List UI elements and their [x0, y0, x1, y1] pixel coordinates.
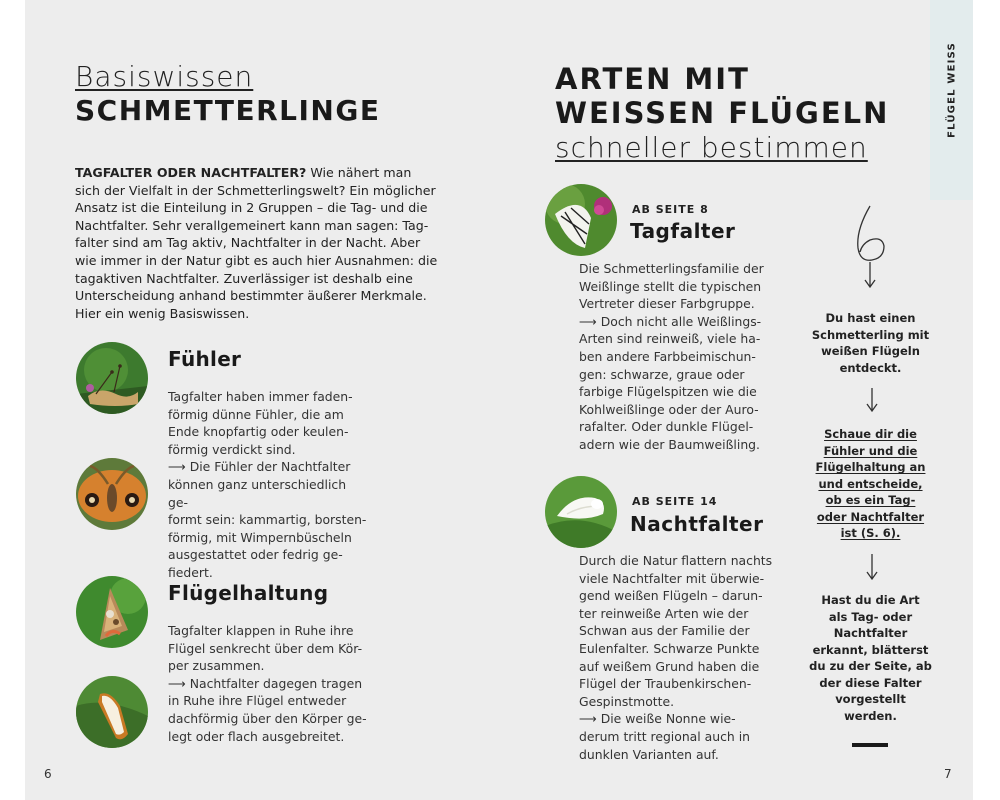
section-title-fuehler: Fühler — [168, 347, 242, 371]
step-line: Fühler und die — [823, 443, 918, 458]
text-line: Eulenfalter. Schwarze Punkte — [579, 640, 760, 656]
intro-line: wie immer in der Natur gibt es auch hier Ausnahmen: die — [75, 252, 438, 268]
step-3 — [808, 592, 933, 724]
text-line: dachförmig über den Körper ge- — [168, 710, 367, 726]
intro-line: falter sind am Tag aktiv, Nachtfalter in der Nacht. Aber — [75, 235, 421, 251]
step-line: entdeckt. — [839, 360, 902, 375]
photo-antenna-nachtfalter — [76, 458, 148, 530]
text-line: ⟶ Nachtfalter dagegen tragen — [168, 675, 363, 691]
step-line: ist (S. 6). — [840, 526, 901, 540]
left-kicker: Basiswissen — [75, 60, 254, 93]
text-line: dunklen Varianten auf. — [579, 746, 719, 762]
text-line: förmig dünne Fühler, die am — [168, 406, 344, 422]
text-line: Weißlinge stellt die typischen — [579, 278, 762, 294]
step-line: Hast du die Art — [821, 593, 920, 607]
text-line: ⟶ Die weiße Nonne wie- — [579, 711, 736, 727]
arrow-down-icon — [862, 386, 882, 414]
section-text-fluegelhaltung — [168, 622, 378, 745]
text-line: ter reinweiße Arten wie der — [579, 605, 749, 621]
text-line: ben andere Farbbeimischun- — [579, 348, 756, 364]
photo-wing-nachtfalter — [76, 676, 148, 748]
right-title-line2: WEISSEN FLÜGELN — [555, 96, 890, 130]
text-line: Durch die Natur flattern nachts — [579, 553, 773, 568]
step-2 — [808, 426, 933, 542]
text-line: förmig, mit Wimpernbüscheln — [168, 529, 352, 545]
text-line: adern wie der Baumweißling. — [579, 436, 760, 452]
text-line: Arten sind reinweiß, viele ha- — [579, 331, 761, 347]
intro-lead: TAGFALTER ODER NACHTFALTER? — [75, 165, 307, 180]
text-line: gend weißen Flügeln – darun- — [579, 588, 763, 604]
text-line: in Ruhe ihre Flügel entweder — [168, 693, 347, 709]
text-line: Flügel senkrecht über dem Kör- — [168, 640, 363, 656]
step-line: Nachtfalter — [833, 626, 908, 640]
intro-line: Ansatz ist die Einteilung in 2 Gruppen – die Tag- und die — [75, 200, 428, 216]
text-line: formt sein: kammartig, borsten- — [168, 512, 367, 528]
handwritten-six-arrow-icon — [848, 200, 898, 295]
photo-antenna-tagfalter — [76, 342, 148, 414]
step-line: du zu der Seite, ab — [809, 659, 932, 673]
text-line: Vertreter dieser Farbgruppe. — [579, 296, 755, 312]
text-line: auf weißem Grund haben die — [579, 658, 760, 674]
page-number-right: 7 — [944, 767, 952, 781]
step-line: der diese Falter — [819, 675, 922, 690]
right-subtitle: schneller bestimmen — [555, 131, 868, 164]
step-1 — [808, 310, 933, 376]
text-line: legt oder flach ausgebreitet. — [168, 728, 345, 744]
text-line: können ganz unterschiedlich ge- — [168, 476, 347, 510]
step-line: und entscheide, — [818, 476, 923, 491]
text-line: ⟶ Die Fühler der Nachtfalter — [168, 459, 351, 475]
text-line: Gespinstmotte. — [579, 693, 675, 709]
photo-nachtfalter-white — [545, 476, 617, 548]
text-line: fiedert. — [168, 564, 213, 580]
step-line: werden. — [844, 708, 897, 723]
section-title-fluegelhaltung: Flügelhaltung — [168, 581, 329, 605]
side-tab-label: FLÜGEL WEISS — [946, 42, 957, 138]
ab-seite-nachtfalter: AB SEITE 14 — [632, 495, 718, 508]
step-line: als Tag- oder — [828, 609, 913, 624]
left-heading: SCHMETTERLINGE — [75, 94, 381, 127]
step-line: Schmetterling mit — [811, 327, 930, 342]
step-line: Du hast einen — [825, 311, 916, 325]
text-line: Ende knopfartig oder keulen- — [168, 424, 349, 440]
text-line: Tagfalter haben immer faden- — [168, 389, 353, 404]
category-text-tagfalter — [579, 260, 779, 454]
photo-weissling — [545, 184, 617, 256]
text-line: ausgestattet oder fedrig ge- — [168, 547, 343, 563]
text-line: förmig verdickt sind. — [168, 441, 296, 457]
text-line: ⟶ Doch nicht alle Weißlings- — [579, 313, 762, 329]
text-line: farbige Flügelspitzen wie die — [579, 384, 757, 400]
category-title-tagfalter: Tagfalter — [630, 219, 736, 243]
step-line: ob es ein Tag- — [825, 493, 916, 507]
intro-line: Nachtfalter. Sehr verallgemeinert kann man sagen: Tag- — [75, 217, 429, 233]
end-bar — [852, 743, 888, 747]
arrow-down-icon — [862, 552, 882, 582]
intro-line: sich der Vielfalt in der Schmetterlingswelt? Ein möglicher — [75, 182, 436, 198]
text-line: gen: schwarze, graue oder — [579, 366, 745, 382]
text-line: derum tritt regional auch in — [579, 728, 751, 744]
step-line: weißen Flügeln — [821, 344, 920, 358]
step-line: Flügelhaltung an — [815, 460, 926, 474]
category-title-nachtfalter: Nachtfalter — [630, 512, 764, 536]
text-line: Schwan aus der Familie der — [579, 623, 750, 639]
text-line: Flügel der Traubenkirschen- — [579, 676, 752, 692]
step-line: erkannt, blätterst — [812, 642, 929, 657]
text-line: viele Nachtfalter mit überwie- — [579, 570, 765, 586]
section-text-fuehler — [168, 388, 368, 582]
right-title-line1: ARTEN MIT — [555, 62, 750, 96]
page-number-left: 6 — [44, 767, 52, 781]
ab-seite-tagfalter: AB SEITE 8 — [632, 203, 709, 216]
text-line: Tagfalter klappen in Ruhe ihre — [168, 623, 354, 638]
category-text-nachtfalter — [579, 552, 784, 763]
intro-line: tagaktiven Nachtfalter. Zuverlässiger ist deshalb eine — [75, 270, 413, 286]
photo-wing-tagfalter — [76, 576, 148, 648]
text-line: rafalter. Oder dunkle Flügel- — [579, 419, 754, 435]
intro-line: Unterscheidung anhand bestimmter äußerer Merkmale. — [75, 288, 427, 304]
intro-paragraph — [75, 164, 455, 322]
intro-line: Wie nähert man — [306, 165, 412, 180]
intro-line: Hier ein wenig Basiswissen. — [75, 305, 250, 321]
text-line: Kohlweißlinge oder der Auro- — [579, 401, 759, 417]
text-line: Die Schmetterlingsfamilie der — [579, 261, 764, 276]
step-line: oder Nachtfalter — [816, 509, 925, 524]
step-line: Schaue dir die — [824, 427, 917, 441]
step-line: vorgestellt — [835, 692, 906, 706]
text-line: per zusammen. — [168, 658, 265, 674]
